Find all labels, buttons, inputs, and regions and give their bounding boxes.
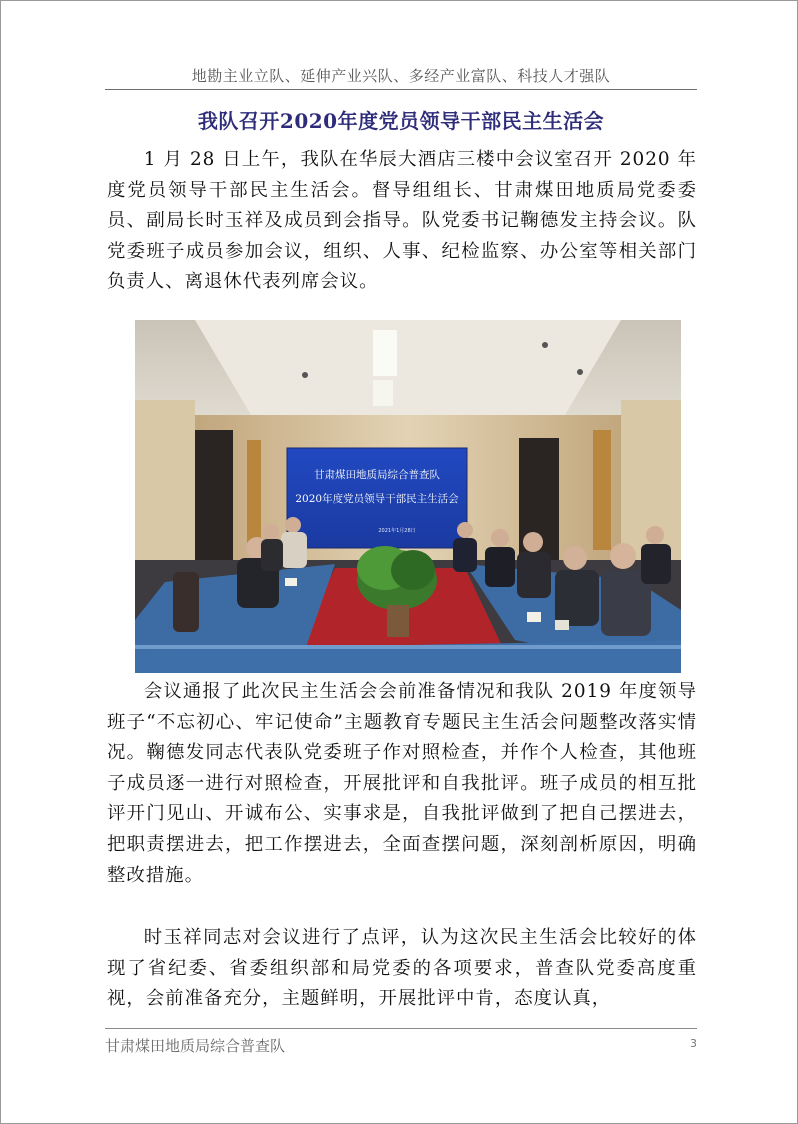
banner-date: 2021年1月28日 [378, 528, 416, 534]
page-footer-org: 甘肃煤田地质局综合普查队 [105, 1037, 286, 1055]
paragraph-2: 会议通报了此次民主生活会会前准备情况和我队 2019 年度领导班子“不忘初心、牢记使命”主题教育专题民主生活会问题整改落实情况。鞠德发同志代表队党委班子作对照检查，并作个人检查，其他班子成员逐一进行对照检查，开展批评和自我批评。班子成员的相互批评开门见山、开诚布公、实事求是，自我批评做到了把自己摆进去，把职责摆进去，把工作摆进去，全面查摆问题，深刻剖析原因，明确整改措施。 [107, 681, 697, 886]
footer-divider [105, 1028, 697, 1029]
paragraph-1: 1 月 28 日上午，我队在华辰大酒店三楼中会议室召开 2020 年度党员领导干部民主生活会。督导组组长、甘肃煤田地质局党委委员、副局长时玉祥及成员到会指导。队党委书记鞠德发主持会议。队党委班子成员参加会议，组织、人事、纪检监察、办公室等相关部门负责人、离退休代表列席会议。 [107, 149, 697, 293]
banner-line2: 2020年度党员领导干部民主生活会 [295, 493, 459, 505]
banner-line1: 甘肃煤田地质局综合普查队 [314, 469, 440, 481]
page-header: 地勘主业立队、延伸产业兴队、多经产业富队、科技人才强队 [191, 67, 611, 85]
meeting-photo [135, 320, 681, 673]
page-number: 3 [690, 1037, 697, 1050]
article-title: 我队召开2020年度党员领导干部民主生活会 [197, 109, 605, 133]
paragraph-3: 时玉祥同志对会议进行了点评，认为这次民主生活会比较好的体现了省纪委、省委组织部和局党委的各项要求，普查队党委高度重视，会前准备充分，主题鲜明，开展批评中肯，态度认真， [107, 927, 697, 1010]
header-divider [105, 89, 697, 90]
